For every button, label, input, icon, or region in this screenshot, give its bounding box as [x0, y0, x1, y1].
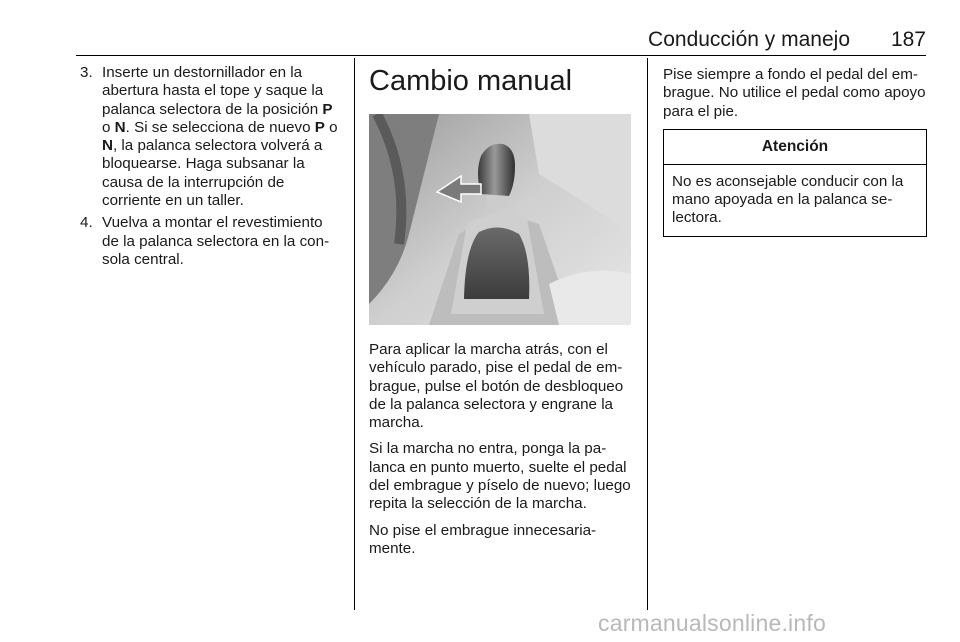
- paragraph: Para aplicar la marcha atrás, con el vehículo parado, pise el pedal de embrague, pulse el botón de desbloqueo de la palanca selectora y engrane la marcha.: [369, 341, 624, 432]
- gear-n: N: [114, 118, 126, 136]
- text-run: . Si se selecciona de nuevo: [125, 118, 315, 136]
- paragraph: Pise siempre a fondo el pedal del embrague. No utilice el pedal como apoyo para el pie.: [663, 66, 926, 120]
- list-item-text: [102, 64, 342, 210]
- list-item-text: Vuelva a montar el revestimiento de la palanca selectora en la consola central.: [102, 214, 330, 268]
- list-item-number: 3.: [80, 64, 93, 81]
- column-divider: [354, 58, 355, 610]
- text-run: o: [324, 118, 338, 136]
- list-item-number: 4.: [80, 214, 93, 232]
- attention-text: No es aconsejable conducir con la mano apoyada en la palanca selectora.: [672, 172, 904, 227]
- section-title: Conducción y manejo: [648, 28, 850, 51]
- page-number: 187: [890, 28, 926, 51]
- gear-p: P: [322, 100, 333, 118]
- paragraph: No pise el embrague innecesariamente.: [369, 521, 597, 557]
- attention-box: [663, 129, 927, 237]
- text-run: Inserte un destornillador en la abertura hasta el tope y saque la palanca selectora de la posición: [102, 64, 324, 118]
- attention-title: Atención: [664, 130, 926, 165]
- column-divider: [647, 58, 648, 610]
- column-left: [80, 64, 342, 273]
- section-heading: Cambio manual: [369, 65, 573, 97]
- column-right: [663, 66, 927, 237]
- text-run: , la palanca selectora volverá a bloquearse. Haga subsanar la causa de la interrupción de corriente en un taller.: [102, 137, 323, 210]
- gear-lever-photo: [369, 114, 631, 325]
- paragraph: Si la marcha no entra, ponga la palanca en punto muerto, suelte el pedal del embrague y píselo de nuevo; luego repita la selección de la marcha.: [369, 440, 631, 513]
- list-item: [80, 64, 342, 210]
- column-middle: [369, 64, 633, 566]
- watermark: carmanualsonline.info: [598, 610, 826, 636]
- gear-p: P: [314, 118, 325, 136]
- gear-n: N: [102, 137, 113, 155]
- header-rule: [76, 55, 926, 56]
- text-run: o: [102, 118, 115, 136]
- list-item: [80, 214, 342, 269]
